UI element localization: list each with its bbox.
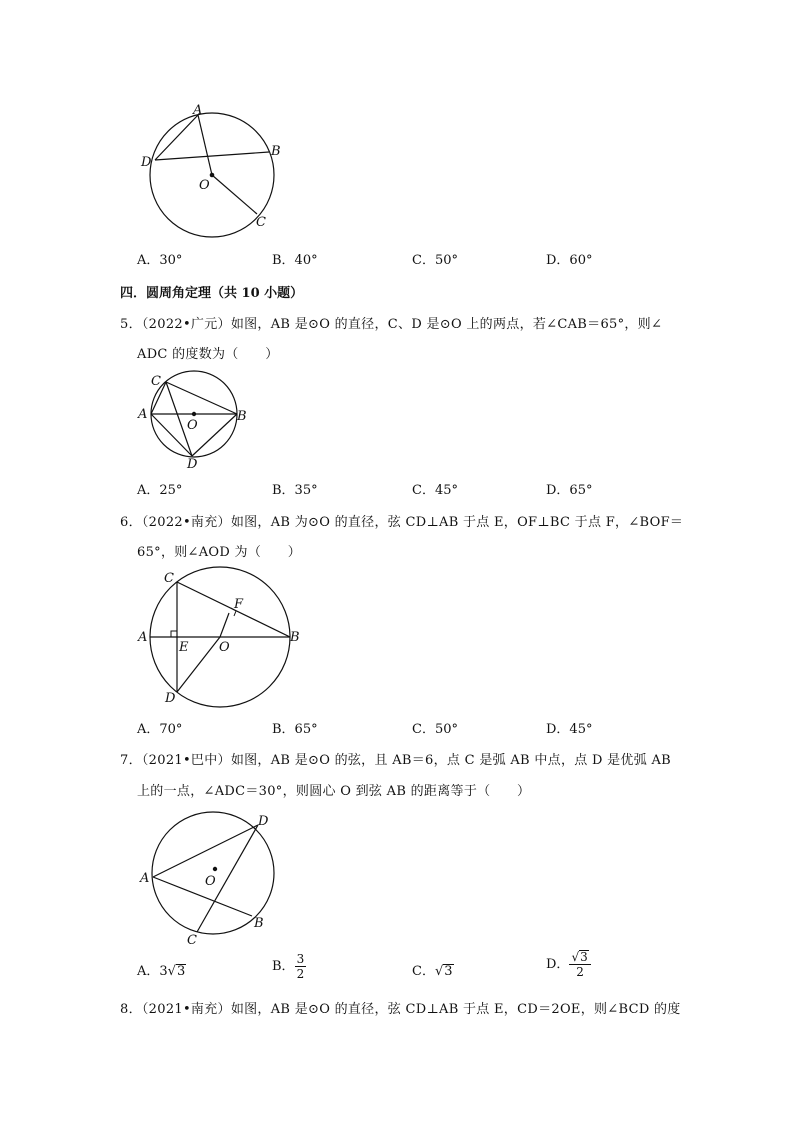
q6-label-a: A: [138, 630, 148, 645]
q4-center-dot: [210, 173, 215, 178]
q7-chord-ab: [153, 877, 252, 916]
q7-label-c: C: [187, 933, 197, 948]
q6-stem-line1: 6．（2022•南充）如图，AB 为⊙O 的直径，弦 CD⊥AB 于点 E，OF⊥BC 于点 F，∠BOF＝: [120, 515, 684, 530]
q5-option-b: B．35°: [272, 483, 318, 498]
q5-chord-bd: [192, 414, 237, 456]
q6-right-angle-e: [171, 631, 177, 637]
q7-label-o: O: [205, 874, 216, 889]
q7-option-b: [272, 952, 306, 981]
q4-label-a: A: [193, 103, 203, 118]
q5-stem-line2: ADC 的度数为（ ）: [137, 347, 279, 362]
q7-option-b-fraction: [295, 952, 307, 981]
q5-label-c: C: [151, 374, 161, 389]
q5-label-o: O: [187, 418, 198, 433]
q5-label-a: A: [138, 407, 148, 422]
q5-label-d: D: [187, 457, 198, 472]
q7-option-b-numerator: 3: [296, 952, 305, 966]
q7-figure: [135, 806, 285, 951]
q4-option-c: C．50°: [412, 253, 458, 268]
q7-option-a-coef: 3: [159, 964, 168, 979]
q7-label-a: A: [140, 871, 150, 886]
q4-figure: [135, 100, 295, 240]
q5-center-dot: [192, 412, 196, 416]
q6-label-o: O: [219, 640, 230, 655]
q5-option-a: A．25°: [137, 483, 183, 498]
q5-option-d: D．65°: [546, 483, 593, 498]
q6-option-b: B．65°: [272, 722, 318, 737]
q7-option-d-radicand: 3: [580, 950, 588, 964]
q8-stem-line1: 8．（2021•南充）如图，AB 是⊙O 的直径，弦 CD⊥AB 于点 E，CD＝2OE，则∠BCD 的度: [120, 1002, 681, 1017]
q7-option-c-radicand: 3: [444, 964, 453, 979]
q6-label-d: D: [165, 691, 176, 706]
q4-label-d: D: [141, 155, 152, 170]
q7-option-a-label: A．: [137, 964, 160, 979]
q5-label-b: B: [237, 409, 247, 424]
q7-option-c: [412, 960, 454, 979]
q7-option-d-numerator: [569, 950, 590, 965]
q7-chord-ad: [153, 825, 258, 877]
q6-option-c: C．50°: [412, 722, 458, 737]
q7-option-a: [137, 960, 186, 979]
q5-figure: [135, 368, 255, 473]
q7-option-b-label: B．: [272, 959, 295, 974]
q7-label-b: B: [254, 916, 264, 931]
q4-radius-oa: [198, 115, 212, 175]
q5-stem-line1: 5．（2022•广元）如图，AB 是⊙O 的直径，C、D 是⊙O 上的两点，若∠CAB＝65°，则∠: [120, 317, 663, 332]
q6-figure: [135, 565, 310, 710]
q4-chord-da: [155, 115, 198, 160]
q7-stem-line1: 7．（2021•巴中）如图，AB 是⊙O 的弦，且 AB＝6，点 C 是弧 AB 中点，点 D 是优弧 AB: [120, 753, 672, 768]
q5-option-c: C．45°: [412, 483, 458, 498]
q4-option-d: D．60°: [546, 253, 593, 268]
sqrt-icon: √: [434, 964, 444, 979]
q6-label-c: C: [164, 571, 174, 586]
q7-option-d: [546, 950, 591, 979]
q4-label-b: B: [271, 144, 281, 159]
q7-center-dot: [213, 867, 217, 871]
q7-option-c-label: C．: [412, 964, 435, 979]
q4-option-a: A．30°: [137, 253, 183, 268]
q7-option-d-denominator: 2: [576, 965, 584, 979]
q4-label-c: C: [256, 215, 266, 230]
section-title: 四．圆周角定理（共 10 小题）: [120, 286, 304, 301]
q4-radius-oc: [212, 175, 257, 214]
q4-label-o: O: [199, 178, 210, 193]
q6-label-b: B: [290, 630, 300, 645]
q7-option-a-radicand: 3: [176, 964, 186, 979]
q7-option-d-label: D．: [546, 957, 570, 972]
q7-stem-line2: 上的一点，∠ADC＝30°，则圆心 O 到弦 AB 的距离等于（ ）: [137, 784, 531, 799]
q6-option-a: A．70°: [137, 722, 183, 737]
q5-chord-cb: [166, 382, 237, 414]
q4-chord-db: [155, 152, 269, 160]
q7-option-d-fraction: [569, 950, 590, 979]
q7-label-d: D: [258, 814, 269, 829]
sqrt-icon: √: [167, 964, 176, 979]
q6-label-e: E: [179, 640, 189, 655]
q6-label-f: F: [234, 597, 244, 612]
q6-stem-line2: 65°，则∠AOD 为（ ）: [137, 545, 302, 560]
q4-option-b: B．40°: [272, 253, 318, 268]
sqrt-icon: √: [571, 950, 580, 964]
q6-option-d: D．45°: [546, 722, 593, 737]
q7-option-b-denominator: 2: [296, 967, 305, 981]
q6-segment-of: [220, 613, 229, 637]
